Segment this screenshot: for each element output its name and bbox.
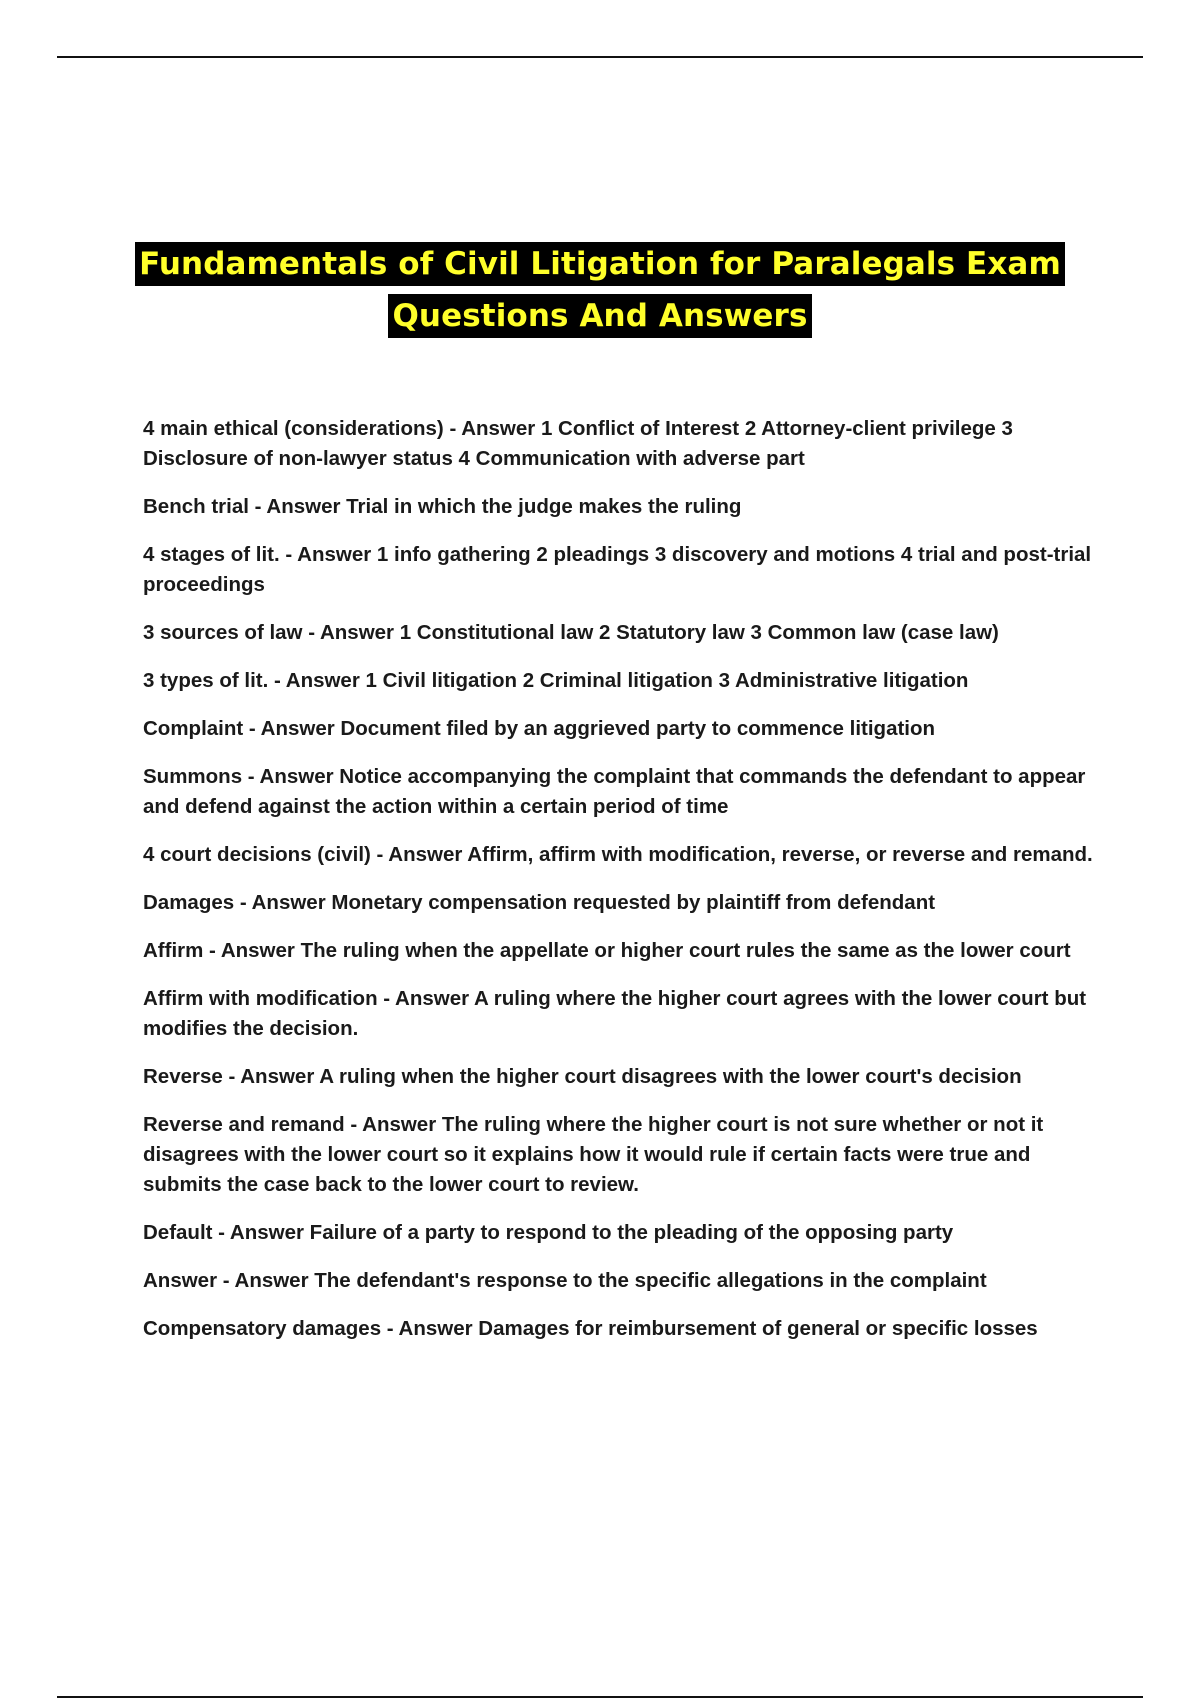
- bottom-rule: [57, 1696, 1143, 1698]
- qa-item: 4 main ethical (considerations) - Answer 1 Conflict of Interest 2 Attorney-client privilege 3 Disclosure of non-lawyer status 4 Communication with adverse part: [143, 417, 1013, 470]
- qa-item: Compensatory damages - Answer Damages for reimbursement of general or specific losses: [143, 1317, 1038, 1340]
- qa-item: 3 types of lit. - Answer 1 Civil litigation 2 Criminal litigation 3 Administrative litigation: [143, 669, 969, 692]
- qa-item: 4 court decisions (civil) - Answer Affirm, affirm with modification, reverse, or reverse and remand.: [143, 843, 1093, 866]
- document-title: [0, 242, 1200, 338]
- top-rule: [57, 56, 1143, 58]
- qa-item: 4 stages of lit. - Answer 1 info gathering 2 pleadings 3 discovery and motions 4 trial and post-trial proceedings: [143, 543, 1092, 596]
- title-line-1: Fundamentals of Civil Litigation for Paralegals Exam: [135, 242, 1065, 286]
- qa-item: Bench trial - Answer Trial in which the judge makes the ruling: [143, 495, 742, 518]
- qa-list: [143, 414, 1093, 1362]
- qa-item: Answer - Answer The defendant's response to the specific allegations in the complaint: [143, 1269, 987, 1292]
- qa-item: Affirm - Answer The ruling when the appellate or higher court rules the same as the lower court: [143, 939, 1071, 962]
- qa-item: Affirm with modification - Answer A ruling where the higher court agrees with the lower court but modifies the decision.: [143, 987, 1087, 1040]
- qa-item: 3 sources of law - Answer 1 Constitutional law 2 Statutory law 3 Common law (case law): [143, 621, 999, 644]
- qa-item: Reverse and remand - Answer The ruling where the higher court is not sure whether or not it disagrees with the lower court so it explains how it would rule if certain facts were true and submits the case back to the lower court to review.: [143, 1113, 1044, 1196]
- title-line-2: Questions And Answers: [388, 294, 811, 338]
- qa-item: Reverse - Answer A ruling when the higher court disagrees with the lower court's decision: [143, 1065, 1022, 1088]
- qa-item: Complaint - Answer Document filed by an aggrieved party to commence litigation: [143, 717, 936, 740]
- qa-item: Summons - Answer Notice accompanying the complaint that commands the defendant to appear and defend against the action within a certain period of time: [143, 765, 1086, 818]
- qa-item: Damages - Answer Monetary compensation requested by plaintiff from defendant: [143, 891, 936, 914]
- qa-item: Default - Answer Failure of a party to respond to the pleading of the opposing party: [143, 1221, 954, 1244]
